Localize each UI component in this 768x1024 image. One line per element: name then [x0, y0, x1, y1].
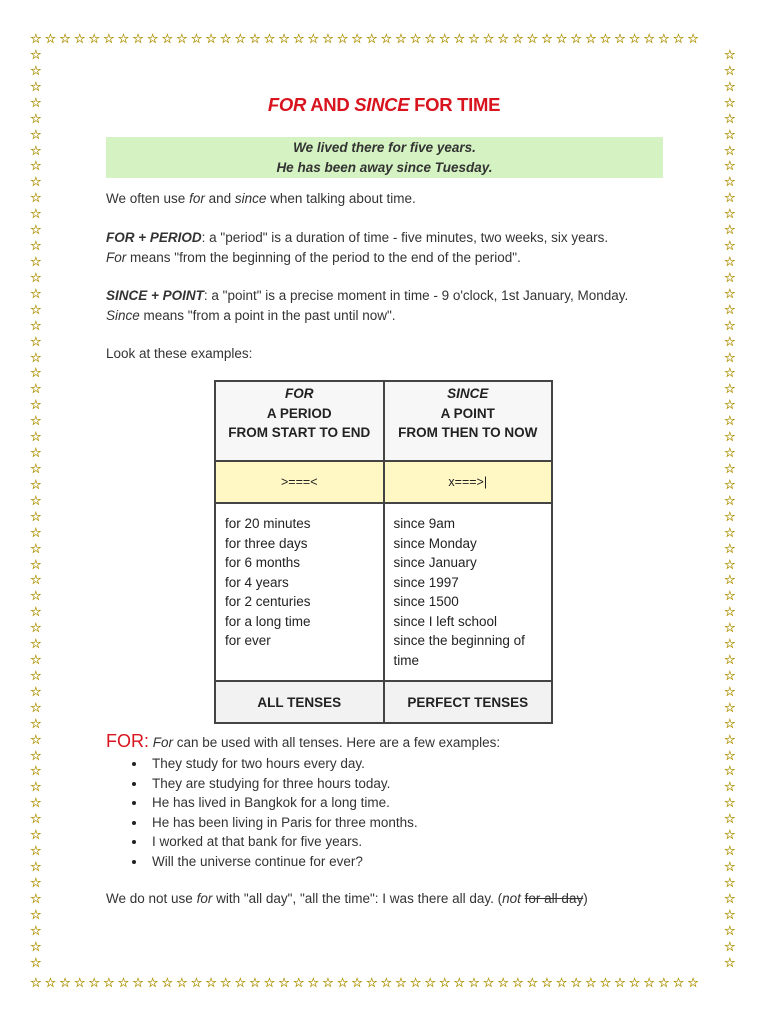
list-item: since January: [393, 555, 477, 570]
for-heading-label: FOR:: [106, 731, 149, 751]
list-item: Will the universe continue for ever?: [152, 852, 418, 872]
list-item: since 1997: [393, 574, 459, 590]
table-header-row: [215, 381, 552, 461]
title-and: AND: [306, 94, 355, 115]
table-list-row: [215, 503, 552, 681]
star-border-top: ☆☆☆☆☆☆☆☆☆☆☆☆☆☆☆☆☆☆☆☆☆☆☆☆☆☆☆☆☆☆☆☆☆☆☆☆☆☆☆☆☆☆☆☆☆☆: [30, 33, 702, 47]
list-item: for 20 minutes: [225, 516, 311, 531]
highlight-line-1: We lived there for five years.: [293, 140, 476, 155]
list-item: for 4 years: [225, 574, 289, 590]
list-item: for a long time: [225, 613, 311, 629]
period-definition: FOR + PERIOD: a "period" is a duration of time - five minutes, two weeks, six years. For means "from the beginning of the period to the end of the period".: [106, 230, 609, 265]
since-symbol: x===>|: [384, 461, 553, 503]
list-item: since 9am: [393, 516, 456, 531]
title-since: SINCE: [354, 94, 410, 115]
for-examples-list: [106, 754, 418, 871]
struck-phrase: for all day: [524, 891, 584, 906]
list-item: since the beginning of time: [393, 633, 525, 668]
list-item: They are studying for three hours today.: [152, 774, 418, 794]
intro-paragraph: We often use for and since when talking about time.: [106, 191, 416, 206]
for-symbol: >===<: [215, 461, 384, 503]
since-footer: PERFECT TENSES: [384, 681, 553, 723]
star-border-bottom: ☆☆☆☆☆☆☆☆☆☆☆☆☆☆☆☆☆☆☆☆☆☆☆☆☆☆☆☆☆☆☆☆☆☆☆☆☆☆☆☆☆☆☆☆☆☆: [30, 977, 702, 991]
list-item: since 1500: [393, 594, 459, 609]
list-item: I worked at that bank for five years.: [152, 832, 418, 852]
since-examples-cell: [384, 503, 553, 681]
example-highlight-box: [106, 137, 663, 178]
highlight-line-2: He has been away since Tuesday.: [276, 159, 493, 175]
point-definition: SINCE + POINT: a "point" is a precise moment in time - 9 o'clock, 1st January, Monday. Since means "from a point in the past until now".: [106, 288, 629, 323]
table-footer-row: [215, 681, 552, 723]
list-item: for 6 months: [225, 555, 301, 570]
title-for: FOR: [267, 94, 307, 115]
since-header-cell: SINCE A POINT FROM THEN TO NOW: [384, 381, 553, 461]
list-item: since Monday: [393, 535, 477, 551]
title-rest: FOR TIME: [409, 94, 501, 115]
list-item: since I left school: [393, 613, 498, 629]
for-section-heading: FOR: For can be used with all tenses. Here are a few examples:: [106, 731, 501, 751]
list-item: for ever: [225, 633, 271, 648]
list-item: He has lived in Bangkok for a long time.: [152, 793, 418, 813]
for-header-cell: FOR A PERIOD FROM START TO END: [215, 381, 384, 461]
look-at-examples: Look at these examples:: [106, 346, 253, 361]
period-label: FOR + PERIOD: [106, 230, 202, 245]
page-title: [0, 94, 768, 116]
list-item: for three days: [225, 535, 308, 551]
point-label: SINCE + POINT: [106, 288, 204, 303]
list-item: He has been living in Paris for three months.: [152, 813, 418, 833]
list-item: They study for two hours every day.: [152, 754, 418, 774]
table-symbol-row: [215, 461, 552, 503]
star-border-right: ☆ ☆ ☆ ☆ ☆ ☆ ☆ ☆ ☆ ☆ ☆ ☆ ☆ ☆ ☆ ☆ ☆ ☆ ☆ ☆ ☆ ☆ ☆ ☆ ☆ ☆ ☆ ☆ ☆ ☆ ☆ ☆ ☆ ☆ ☆ ☆ ☆ ☆ ☆ ☆ ☆ ☆ ☆ ☆ ☆ ☆ ☆ ☆ ☆ ☆ ☆ ☆ ☆ ☆ ☆ ☆ ☆ ☆: [724, 48, 736, 971]
for-examples-cell: [215, 503, 384, 681]
all-day-note: We do not use for with "all day", "all the time": I was there all day. (not for all day): [106, 891, 588, 906]
list-item: for 2 centuries: [225, 594, 311, 609]
for-footer: ALL TENSES: [215, 681, 384, 723]
star-border-left: ☆ ☆ ☆ ☆ ☆ ☆ ☆ ☆ ☆ ☆ ☆ ☆ ☆ ☆ ☆ ☆ ☆ ☆ ☆ ☆ ☆ ☆ ☆ ☆ ☆ ☆ ☆ ☆ ☆ ☆ ☆ ☆ ☆ ☆ ☆ ☆ ☆ ☆ ☆ ☆ ☆ ☆ ☆ ☆ ☆ ☆ ☆ ☆ ☆ ☆ ☆ ☆ ☆ ☆ ☆ ☆ ☆ ☆: [30, 48, 42, 971]
for-since-table: [214, 380, 553, 724]
